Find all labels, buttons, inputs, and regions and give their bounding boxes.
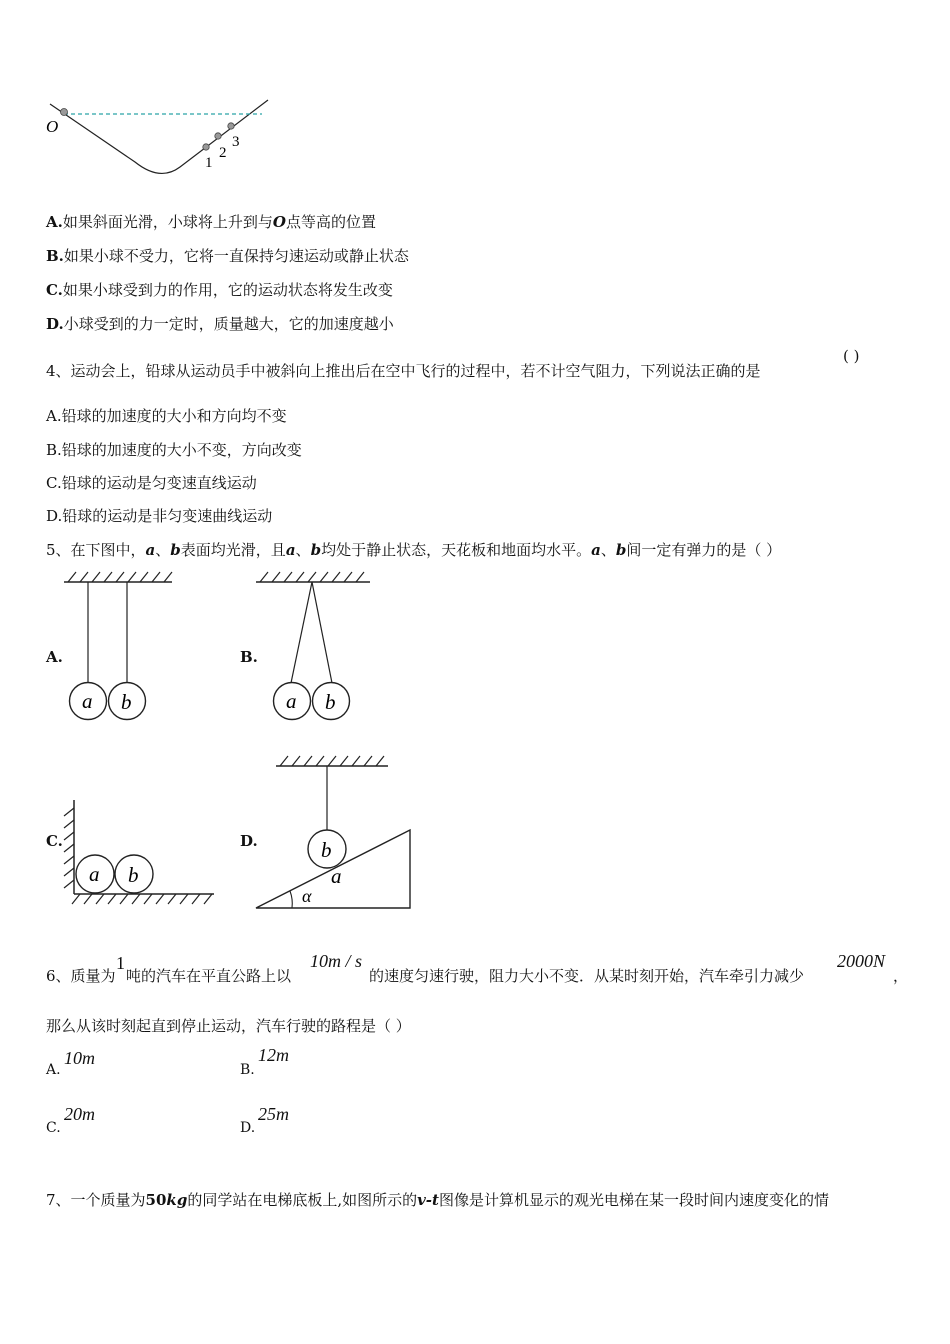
stem-text: 、 [600, 541, 616, 559]
vt-label: v-t [417, 1191, 439, 1209]
option-text: 如果小球受到力的作用，它的运动状态将发生改变 [62, 281, 393, 299]
q6-option-b-letter: B. [240, 1062, 255, 1078]
var-b: b [615, 541, 627, 559]
ball-b-label: b [325, 690, 336, 714]
ball-a-label: a [82, 689, 93, 713]
q6-option-c-letter: C. [46, 1120, 61, 1136]
var-b: b [170, 541, 181, 559]
stem-text: 均处于静止状态，天花板和地面均水平。 [321, 541, 592, 559]
stem-text: 表面均光滑，且 [180, 541, 286, 559]
stem-text: 7、一个质量为 [46, 1191, 146, 1209]
ball-b-label: b [321, 838, 332, 862]
ball-a-label: a [89, 862, 100, 886]
stem-text: 间一定有弹力的是（ ） [626, 541, 782, 559]
q5-figure-d [250, 748, 420, 918]
stem-text: 5、在下图中， [46, 541, 146, 559]
mass-value: 50 [145, 1191, 167, 1209]
q5-figure-b [256, 570, 376, 720]
var-b: b [310, 541, 322, 559]
q3-option-c [46, 279, 393, 300]
ball-a-label: a [286, 689, 297, 713]
mass-unit: kg [166, 1191, 188, 1209]
q4-option-d: D.铅球的运动是非匀变速曲线运动 [46, 507, 273, 525]
var-a: a [285, 541, 296, 559]
option-letter: D. [46, 315, 64, 333]
o-point-ref: O [272, 213, 286, 231]
q5-figure-a [60, 570, 180, 720]
q6-option-a-letter: A. [46, 1062, 61, 1078]
ball-label-3: 3 [232, 134, 240, 150]
q4-option-c: C.铅球的运动是匀变速直线运动 [46, 474, 257, 492]
q4-answer-bracket: ( ) [843, 347, 860, 365]
q4-option-b: B.铅球的加速度的大小不变，方向改变 [46, 441, 302, 459]
q3-track-figure [40, 92, 280, 202]
q3-option-d [46, 313, 394, 334]
q6-stem-part1: 6、质量为 [46, 967, 116, 985]
q5-figure-c [58, 796, 228, 916]
ball-b-label: b [128, 863, 139, 887]
q6-stem-line2: 那么从该时刻起直到停止运动，汽车行驶的路程是（ ） [46, 1017, 411, 1035]
q5-label-a: A. [46, 648, 63, 666]
incline-a-label: a [331, 864, 342, 888]
option-letter: C. [46, 281, 63, 299]
q7-stem [46, 1189, 829, 1210]
option-letter: A. [46, 213, 63, 231]
var-a: a [591, 541, 601, 559]
stem-text: 图像是计算机显示的观光电梯在某一段时间内速度变化的情 [438, 1191, 829, 1209]
option-text: 点等高的位置 [285, 213, 376, 231]
q3-option-a [46, 211, 376, 232]
q5-label-d: D. [240, 832, 258, 850]
q6-option-d-value: 25m [258, 1104, 289, 1124]
q4-stem: 4、运动会上，铅球从运动员手中被斜向上推出后在空中飞行的过程中，若不计空气阻力，下列说法正确的是 [46, 362, 761, 380]
ball-label-2: 2 [219, 145, 227, 161]
q6-stem-part2: 吨的汽车在平直公路上以 [126, 967, 292, 985]
var-a: a [145, 541, 156, 559]
ball-b-label: b [121, 690, 132, 714]
q6-stem-part3: 的速度匀速行驶，阻力大小不变．从某时刻开始，汽车牵引力减少 [369, 967, 805, 985]
q6-stem-part4: ， [893, 967, 909, 985]
q6-speed-value: 10m / s [310, 951, 363, 971]
option-letter: B. [46, 247, 64, 265]
q6-mass-value: 1 [116, 953, 125, 973]
option-text: 如果小球不受力，它将一直保持匀速运动或静止状态 [63, 247, 409, 265]
q3-option-b [46, 245, 409, 266]
q6-option-d-letter: D. [240, 1120, 256, 1136]
stem-text: 的同学站在电梯底板上,如图所示的 [187, 1191, 418, 1209]
option-text: 小球受到的力一定时，质量越大，它的加速度越小 [63, 315, 394, 333]
stem-text: 、 [295, 541, 311, 559]
q5-label-c: C. [46, 832, 63, 850]
angle-alpha-label: α [302, 886, 312, 906]
q6-option-c-value: 20m [64, 1104, 95, 1124]
option-text: 如果斜面光滑，小球将上升到与 [62, 213, 273, 231]
q4-option-a: A.铅球的加速度的大小和方向均不变 [46, 407, 287, 425]
o-point-label: O [46, 117, 59, 136]
q6-force-value: 2000N [837, 951, 886, 971]
ball-label-1: 1 [205, 155, 213, 171]
q5-label-b: B. [240, 648, 258, 666]
q6-option-a-value: 10m [64, 1048, 95, 1068]
q5-stem [46, 539, 781, 560]
stem-text: 、 [155, 541, 171, 559]
q6-option-b-value: 12m [258, 1045, 289, 1065]
